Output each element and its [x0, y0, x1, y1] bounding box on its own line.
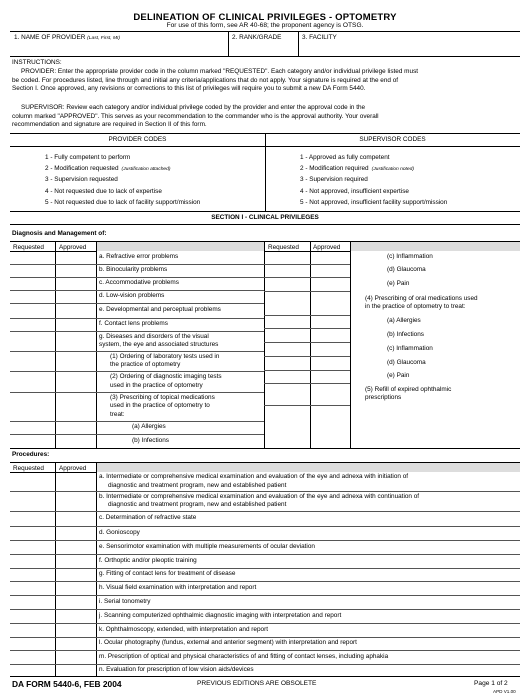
procedure-item: diagnostic and treatment program, new and established patient [108, 501, 287, 508]
approved-cell[interactable] [56, 435, 95, 447]
version-label: APD V1.00 [493, 689, 516, 694]
diagnosis-item: used in the practice of optometry to [110, 402, 210, 410]
page-number: Page 1 of 2 [474, 680, 508, 687]
requested-cell[interactable] [11, 319, 54, 330]
row-rule-right-end [264, 405, 350, 406]
procedure-item: g. Fitting of contact lens for treatment of disease [99, 570, 236, 578]
provider-instructions-line: be coded. For procedures listed, line through and initial any criteria/applications that do not apply. Your signature is required at the end of [12, 76, 399, 84]
procedure-item: k. Ophthalmoscopy, extended, with interpretation and report [99, 625, 268, 633]
rule-section-title [10, 224, 520, 225]
procedure-approved-cell[interactable] [56, 665, 95, 675]
procedure-item: c. Determination of refractive state [99, 514, 197, 522]
supervisor-instructions-line: column marked "APPROVED". This serves as your recommendation to the commander who is the approval authority. Your overall [12, 112, 379, 120]
procedure-approved-cell[interactable] [56, 610, 95, 622]
provider-name-hint: (Last, First, MI) [87, 36, 121, 41]
diagnosis-item-right: (e) Pain [387, 279, 410, 287]
provider-code-text: 3 - Supervision requested [45, 176, 118, 184]
facility-field[interactable]: 3. FACILITY [302, 34, 337, 41]
requested-cell-right[interactable] [265, 316, 309, 327]
approved-cell[interactable] [56, 372, 95, 391]
requested-cell[interactable] [11, 393, 54, 420]
rule-fields-bottom [10, 56, 520, 57]
diagnosis-item-right: (c) Inflammation [387, 344, 433, 352]
requested-header-left: Requested [13, 244, 44, 251]
supervisor-code-item [300, 154, 390, 162]
approved-cell[interactable] [56, 278, 95, 289]
requested-cell-right[interactable] [265, 329, 309, 341]
requested-cell[interactable] [11, 352, 54, 370]
approved-cell-right[interactable] [311, 357, 349, 369]
diagnosis-item-right: (d) Glaucoma [387, 358, 426, 366]
procedure-requested-cell[interactable] [11, 527, 54, 539]
procedure-item: i. Serial tonometry [99, 597, 151, 605]
diagnosis-item: treat: [110, 410, 125, 418]
requested-cell[interactable] [11, 278, 54, 289]
procedures-heading: Procedures: [12, 451, 50, 458]
approved-cell[interactable] [56, 304, 95, 317]
supervisor-code-item [300, 176, 368, 184]
form-id: DA FORM 5440-6, FEB 2004 [12, 679, 122, 689]
requested-cell[interactable] [11, 304, 54, 317]
section-title: SECTION I - CLINICAL PRIVILEGES [211, 214, 319, 221]
procedure-approved-cell[interactable] [56, 555, 95, 567]
rule-top [10, 31, 520, 32]
procedure-requested-cell[interactable] [11, 651, 54, 663]
requested-cell-right[interactable] [265, 265, 309, 276]
diagnosis-item: a. Refractive error problems [99, 253, 179, 261]
provider-code-text: 1 - Fully competent to perform [45, 154, 131, 161]
procedure-requested-cell[interactable] [11, 492, 54, 510]
diagnosis-item: (b) Infections [132, 436, 169, 444]
provider-code-text: 5 - Not requested due to lack of facility support/mission [45, 198, 201, 206]
procedure-requested-cell[interactable] [11, 473, 54, 490]
requested-cell[interactable] [11, 372, 54, 391]
requested-header-right: Requested [268, 244, 299, 251]
approved-cell[interactable] [56, 332, 95, 350]
provider-code-note: (Justification attached) [121, 167, 171, 173]
approved-cell[interactable] [56, 265, 95, 276]
procedure-item: f. Orthoptic and/or pleoptic training [99, 556, 197, 564]
procedure-requested-cell[interactable] [11, 569, 54, 580]
supervisor-code-text: 3 - Supervision required [300, 176, 368, 184]
approved-cell[interactable] [56, 319, 95, 330]
provider-instructions-line: PROVIDER: Enter the appropriate provider code in the column marked "REQUESTED". Each category and/or individual privilege listed must [21, 68, 419, 75]
procedure-item: a. Intermediate or comprehensive medical examination and evaluation of the eye and adnexa with initiation of [99, 473, 409, 481]
grid-column-divider [350, 241, 351, 448]
supervisor-codes-header: SUPERVISOR CODES [359, 136, 426, 143]
diagnosis-item: f. Contact lens problems [99, 320, 168, 328]
procedure-approved-cell[interactable] [56, 569, 95, 580]
procedure-approved-cell[interactable] [56, 624, 95, 636]
divider-rank [228, 31, 229, 56]
requested-cell[interactable] [11, 265, 54, 276]
approved-header-left: Approved [59, 244, 87, 251]
supervisor-code-text: 1 - Approved as fully competent [300, 154, 390, 161]
instructions-heading: INSTRUCTIONS: [12, 59, 62, 66]
diagnosis-item: (a) Allergies [132, 423, 166, 431]
provider-instructions [12, 68, 522, 94]
procedure-approved-cell[interactable] [56, 512, 95, 525]
gray-header-right [350, 242, 520, 251]
requested-cell-right[interactable] [265, 371, 309, 382]
procedure-item: diagnostic and treatment program, new and established patient [108, 481, 287, 489]
procedure-requested-cell[interactable] [11, 582, 54, 594]
procedure-item: l. Ocular photography (fundus, external and anterior segment) with interpretation and report [99, 639, 357, 647]
provider-name-label: 1. NAME OF PROVIDER [14, 34, 86, 41]
diagnosis-item: g. Diseases and disorders of the visual [99, 332, 209, 340]
rule-grid-bottom [10, 448, 520, 449]
supervisor-code-text: 2 - Modification required [300, 165, 369, 173]
procedure-requested-cell[interactable] [11, 555, 54, 567]
approved-cell-right[interactable] [311, 343, 349, 355]
approved-cell[interactable] [56, 291, 95, 302]
approved-cell-right[interactable] [311, 329, 349, 341]
form-subtitle: For use of this form, see AR 40-68; the proponent agency is OTSG. [166, 22, 364, 29]
requested-cell[interactable] [11, 435, 54, 447]
procedure-approved-cell[interactable] [56, 492, 95, 510]
procedure-item: j. Scanning computerized ophthalmic diagnostic imaging with interpretation and report [99, 611, 342, 619]
supervisor-code-text: 4 - Not approved, insufficient expertise [300, 187, 409, 195]
procedure-approved-cell[interactable] [56, 582, 95, 594]
approved-header-right: Approved [313, 244, 341, 251]
editions-note: PREVIOUS EDITIONS ARE OBSOLETE [197, 680, 317, 687]
supervisor-code-item [300, 165, 414, 174]
diagnosis-heading: Diagnosis and Management of: [12, 230, 107, 237]
form-title: DELINEATION OF CLINICAL PRIVILEGES - OPTOMETRY [133, 12, 397, 23]
procedure-requested-cell[interactable] [11, 638, 54, 649]
procedure-approved-cell[interactable] [56, 651, 95, 663]
procedure-approved-cell[interactable] [56, 541, 95, 553]
diagnosis-item-right: (e) Pain [387, 372, 410, 380]
provider-codes-header: PROVIDER CODES [108, 136, 167, 143]
rank-grade-field[interactable]: 2. RANK/GRADE [232, 34, 282, 41]
supervisor-code-note: (Justification noted) [371, 167, 414, 173]
diagnosis-item-right: (5) Refill of expired ophthalmic [365, 385, 452, 393]
procedure-requested-cell[interactable] [11, 541, 54, 553]
rule-section-top [10, 211, 520, 212]
procedure-requested-cell[interactable] [11, 665, 54, 675]
diagnosis-item: d. Low-vision problems [99, 292, 165, 300]
requested-cell[interactable] [11, 422, 54, 433]
gray-header-proc [96, 463, 520, 472]
procedure-requested-cell[interactable] [11, 596, 54, 608]
supervisor-code-item [300, 188, 409, 196]
diagnosis-item-right: (4) Prescribing of oral medications used [365, 294, 478, 302]
procedure-item: b. Intermediate or comprehensive medical examination and evaluation of the eye and adnexa with continuation of [99, 492, 420, 500]
diagnosis-item-right: (a) Allergies [387, 317, 421, 325]
approved-cell-right[interactable] [311, 292, 349, 314]
supervisor-instructions-line: SUPERVISOR: Review each category and/or individual privilege coded by the provider and enter the approval code in the [21, 104, 366, 111]
diagnosis-item: b. Binocularity problems [99, 266, 168, 274]
provider-instructions-line: Section I. Once approved, any revisions or corrections to this list of privileges will require you to submit a new DA Form 5440. [12, 85, 366, 93]
diagnosis-item: (1) Ordering of laboratory tests used in [110, 352, 220, 360]
provider-code-text: 2 - Modification requested [45, 165, 119, 173]
diagnosis-item: (3) Prescribing of topical medications [110, 394, 215, 402]
rule-footer [10, 676, 520, 677]
requested-cell-right[interactable] [265, 343, 309, 355]
divider-codes [265, 133, 266, 211]
diagnosis-item-right: (d) Glaucoma [387, 266, 426, 274]
provider-code-item [45, 154, 130, 162]
provider-name-field[interactable] [14, 34, 120, 43]
procedure-approved-cell[interactable] [56, 527, 95, 539]
procedure-requested-cell[interactable] [11, 624, 54, 636]
approved-cell-right[interactable] [311, 265, 349, 276]
procedure-item: n. Evaluation for prescription of low vision aids/devices [99, 665, 254, 673]
approved-cell-right[interactable] [311, 316, 349, 327]
requested-cell-right[interactable] [265, 384, 309, 404]
approved-cell-right[interactable] [311, 252, 349, 263]
diagnosis-item: used in the practice of optometry [110, 381, 203, 389]
diagnosis-item-right: (c) Inflammation [387, 253, 433, 261]
diagnosis-item: system, the eye and associated structures [99, 341, 219, 348]
gray-header-left [96, 242, 264, 251]
procedure-approved-cell[interactable] [56, 638, 95, 649]
procedure-approved-cell[interactable] [56, 596, 95, 608]
approved-cell-right[interactable] [311, 371, 349, 382]
diagnosis-item-right: in the practice of optometry to treat: [365, 303, 466, 310]
procedure-item: e. Sensorimotor examination with multiple measurements of ocular deviation [99, 542, 315, 550]
supervisor-instructions [12, 104, 522, 130]
procedure-approved-cell[interactable] [56, 473, 95, 490]
divider-facility [298, 31, 299, 56]
approved-header-proc: Approved [59, 465, 87, 472]
proc-column-divider [96, 462, 97, 676]
requested-cell-right[interactable] [265, 278, 309, 290]
approved-cell[interactable] [56, 393, 95, 420]
requested-cell[interactable] [11, 332, 54, 350]
provider-code-item [45, 188, 162, 196]
requested-cell[interactable] [11, 252, 54, 263]
approved-cell-right[interactable] [311, 384, 349, 404]
requested-cell-right[interactable] [265, 357, 309, 369]
approved-cell[interactable] [56, 252, 95, 263]
procedure-item: h. Visual field examination with interpretation and report [99, 583, 257, 591]
diagnosis-item-right: prescriptions [365, 394, 402, 401]
diagnosis-item: c. Accommodative problems [99, 279, 179, 287]
requested-cell-right[interactable] [265, 252, 309, 263]
diagnosis-item: (2) Ordering of diagnostic imaging tests [110, 373, 222, 381]
provider-code-item [45, 176, 118, 184]
provider-code-item [45, 165, 170, 174]
requested-cell-right[interactable] [265, 292, 309, 314]
procedure-requested-cell[interactable] [11, 512, 54, 525]
procedure-item: m. Prescription of optical and physical characteristics of and fitting of contact lenses, including aphakia [99, 652, 389, 660]
supervisor-code-item [300, 199, 447, 207]
diagnosis-item-right: (b) Infections [387, 330, 424, 338]
approved-cell-right[interactable] [311, 278, 349, 290]
procedure-item: d. Gonioscopy [99, 528, 140, 536]
provider-code-item [45, 199, 200, 207]
requested-header-proc: Requested [13, 465, 44, 472]
approved-cell[interactable] [56, 352, 95, 370]
diagnosis-item: e. Developmental and perceptual problems [99, 306, 221, 314]
procedure-requested-cell[interactable] [11, 610, 54, 622]
diagnosis-item: the practice of optometry [110, 361, 181, 368]
provider-code-text: 4 - Not requested due to lack of expertise [45, 187, 162, 195]
supervisor-instructions-line: recommendation and signature are required in Section II of this form. [12, 121, 207, 129]
requested-cell[interactable] [11, 291, 54, 302]
approved-cell[interactable] [56, 422, 95, 433]
supervisor-code-text: 5 - Not approved, insufficient facility support/mission [300, 198, 448, 206]
grid-column-divider [96, 241, 97, 448]
